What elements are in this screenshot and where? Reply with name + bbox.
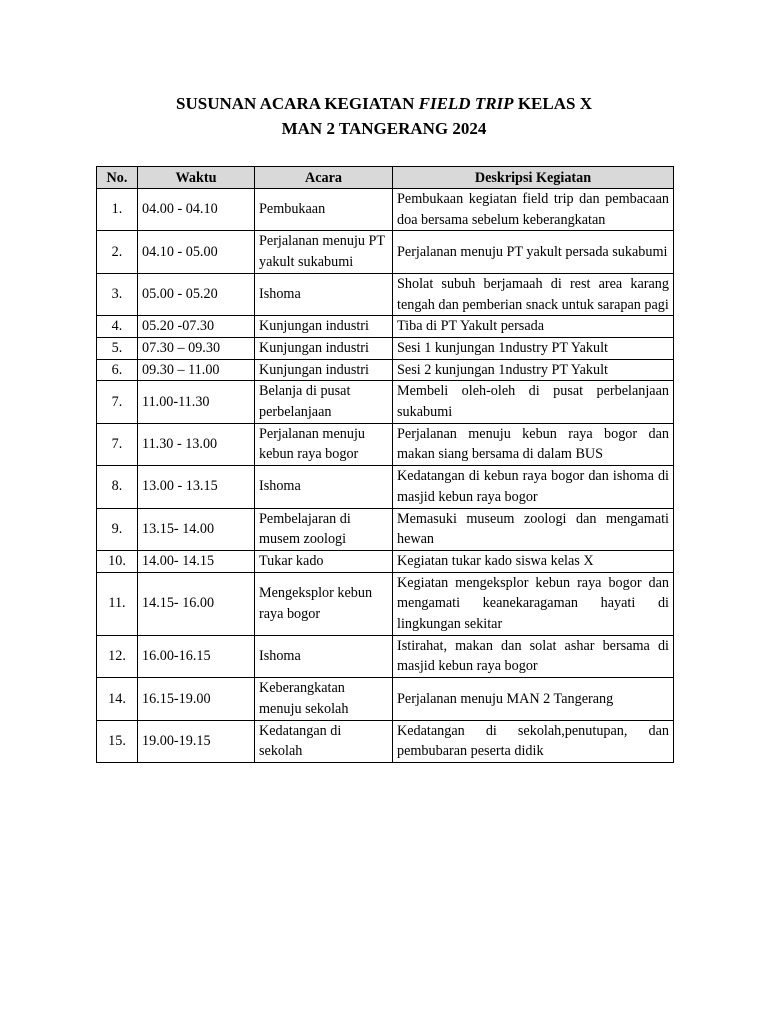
cell-deskripsi: Sholat subuh berjamaah di rest area karang tengah dan pemberian snack untuk sarapan pagi xyxy=(393,273,674,315)
header-deskripsi: Deskripsi Kegiatan xyxy=(393,167,674,189)
table-body xyxy=(97,189,674,763)
cell-acara: Perjalanan menuju PT yakult sukabumi xyxy=(255,231,393,273)
cell-no: 14. xyxy=(97,678,138,720)
document-title xyxy=(0,91,768,141)
cell-waktu: 04.00 - 04.10 xyxy=(138,189,255,231)
table-row xyxy=(97,231,674,273)
title-suffix: KELAS X xyxy=(513,94,592,113)
table-row xyxy=(97,720,674,762)
cell-waktu: 19.00-19.15 xyxy=(138,720,255,762)
cell-deskripsi: Perjalanan menuju kebun raya bogor dan makan siang bersama di dalam BUS xyxy=(393,423,674,465)
cell-deskripsi: Perjalanan menuju PT yakult persada sukabumi xyxy=(393,231,674,273)
cell-waktu: 05.20 -07.30 xyxy=(138,316,255,338)
header-no: No. xyxy=(97,167,138,189)
cell-acara: Tukar kado xyxy=(255,550,393,572)
cell-no: 4. xyxy=(97,316,138,338)
cell-waktu: 04.10 - 05.00 xyxy=(138,231,255,273)
cell-deskripsi: Kedatangan di kebun raya bogor dan ishoma di masjid kebun raya bogor xyxy=(393,466,674,508)
cell-waktu: 13.15- 14.00 xyxy=(138,508,255,550)
cell-deskripsi: Perjalanan menuju MAN 2 Tangerang xyxy=(393,678,674,720)
title-italic: FIELD TRIP xyxy=(418,94,514,113)
cell-deskripsi: Kegiatan tukar kado siswa kelas X xyxy=(393,550,674,572)
table-row xyxy=(97,359,674,381)
cell-no: 6. xyxy=(97,359,138,381)
cell-deskripsi: Kedatangan di sekolah,penutupan, dan pembubaran peserta didik xyxy=(393,720,674,762)
cell-deskripsi: Pembukaan kegiatan field trip dan pembacaan doa bersama sebelum keberangkatan xyxy=(393,189,674,231)
cell-no: 9. xyxy=(97,508,138,550)
cell-deskripsi: Tiba di PT Yakult persada xyxy=(393,316,674,338)
table-row xyxy=(97,550,674,572)
cell-no: 10. xyxy=(97,550,138,572)
cell-no: 12. xyxy=(97,635,138,677)
table-row xyxy=(97,381,674,423)
cell-deskripsi: Sesi 2 kunjungan 1ndustry PT Yakult xyxy=(393,359,674,381)
table-row xyxy=(97,572,674,635)
title-line-1 xyxy=(0,91,768,116)
cell-waktu: 07.30 – 09.30 xyxy=(138,337,255,359)
cell-waktu: 11.00-11.30 xyxy=(138,381,255,423)
cell-waktu: 16.00-16.15 xyxy=(138,635,255,677)
cell-waktu: 09.30 – 11.00 xyxy=(138,359,255,381)
table-row xyxy=(97,273,674,315)
cell-acara: Kunjungan industri xyxy=(255,337,393,359)
cell-acara: Mengeksplor kebun raya bogor xyxy=(255,572,393,635)
cell-deskripsi: Membeli oleh-oleh di pusat perbelanjaan sukabumi xyxy=(393,381,674,423)
schedule-table xyxy=(96,166,674,763)
cell-waktu: 14.15- 16.00 xyxy=(138,572,255,635)
cell-no: 2. xyxy=(97,231,138,273)
table-row xyxy=(97,316,674,338)
title-line-2: MAN 2 TANGERANG 2024 xyxy=(281,119,487,138)
cell-acara: Pembukaan xyxy=(255,189,393,231)
table-row xyxy=(97,508,674,550)
cell-waktu: 13.00 - 13.15 xyxy=(138,466,255,508)
cell-no: 15. xyxy=(97,720,138,762)
table-row xyxy=(97,337,674,359)
cell-acara: Ishoma xyxy=(255,635,393,677)
table-row xyxy=(97,678,674,720)
cell-no: 7. xyxy=(97,423,138,465)
cell-waktu: 14.00- 14.15 xyxy=(138,550,255,572)
cell-acara: Keberangkatan menuju sekolah xyxy=(255,678,393,720)
cell-deskripsi: Sesi 1 kunjungan 1ndustry PT Yakult xyxy=(393,337,674,359)
cell-acara: Kedatangan di sekolah xyxy=(255,720,393,762)
table-row xyxy=(97,635,674,677)
header-waktu: Waktu xyxy=(138,167,255,189)
cell-no: 1. xyxy=(97,189,138,231)
cell-deskripsi: Kegiatan mengeksplor kebun raya bogor dan mengamati keanekaragaman hayati di lingkungan sekitar xyxy=(393,572,674,635)
header-acara: Acara xyxy=(255,167,393,189)
cell-acara: Ishoma xyxy=(255,273,393,315)
cell-no: 3. xyxy=(97,273,138,315)
cell-acara: Kunjungan industri xyxy=(255,359,393,381)
cell-acara: Pembelajaran di musem zoologi xyxy=(255,508,393,550)
table-row xyxy=(97,189,674,231)
cell-acara: Belanja di pusat perbelanjaan xyxy=(255,381,393,423)
table-row xyxy=(97,466,674,508)
cell-waktu: 05.00 - 05.20 xyxy=(138,273,255,315)
cell-waktu: 16.15-19.00 xyxy=(138,678,255,720)
table-header-row xyxy=(97,167,674,189)
cell-deskripsi: Istirahat, makan dan solat ashar bersama di masjid kebun raya bogor xyxy=(393,635,674,677)
cell-no: 7. xyxy=(97,381,138,423)
table-row xyxy=(97,423,674,465)
title-prefix: SUSUNAN ACARA KEGIATAN xyxy=(176,94,419,113)
cell-no: 11. xyxy=(97,572,138,635)
cell-no: 5. xyxy=(97,337,138,359)
cell-waktu: 11.30 - 13.00 xyxy=(138,423,255,465)
cell-acara: Perjalanan menuju kebun raya bogor xyxy=(255,423,393,465)
cell-no: 8. xyxy=(97,466,138,508)
cell-acara: Kunjungan industri xyxy=(255,316,393,338)
cell-deskripsi: Memasuki museum zoologi dan mengamati hewan xyxy=(393,508,674,550)
cell-acara: Ishoma xyxy=(255,466,393,508)
